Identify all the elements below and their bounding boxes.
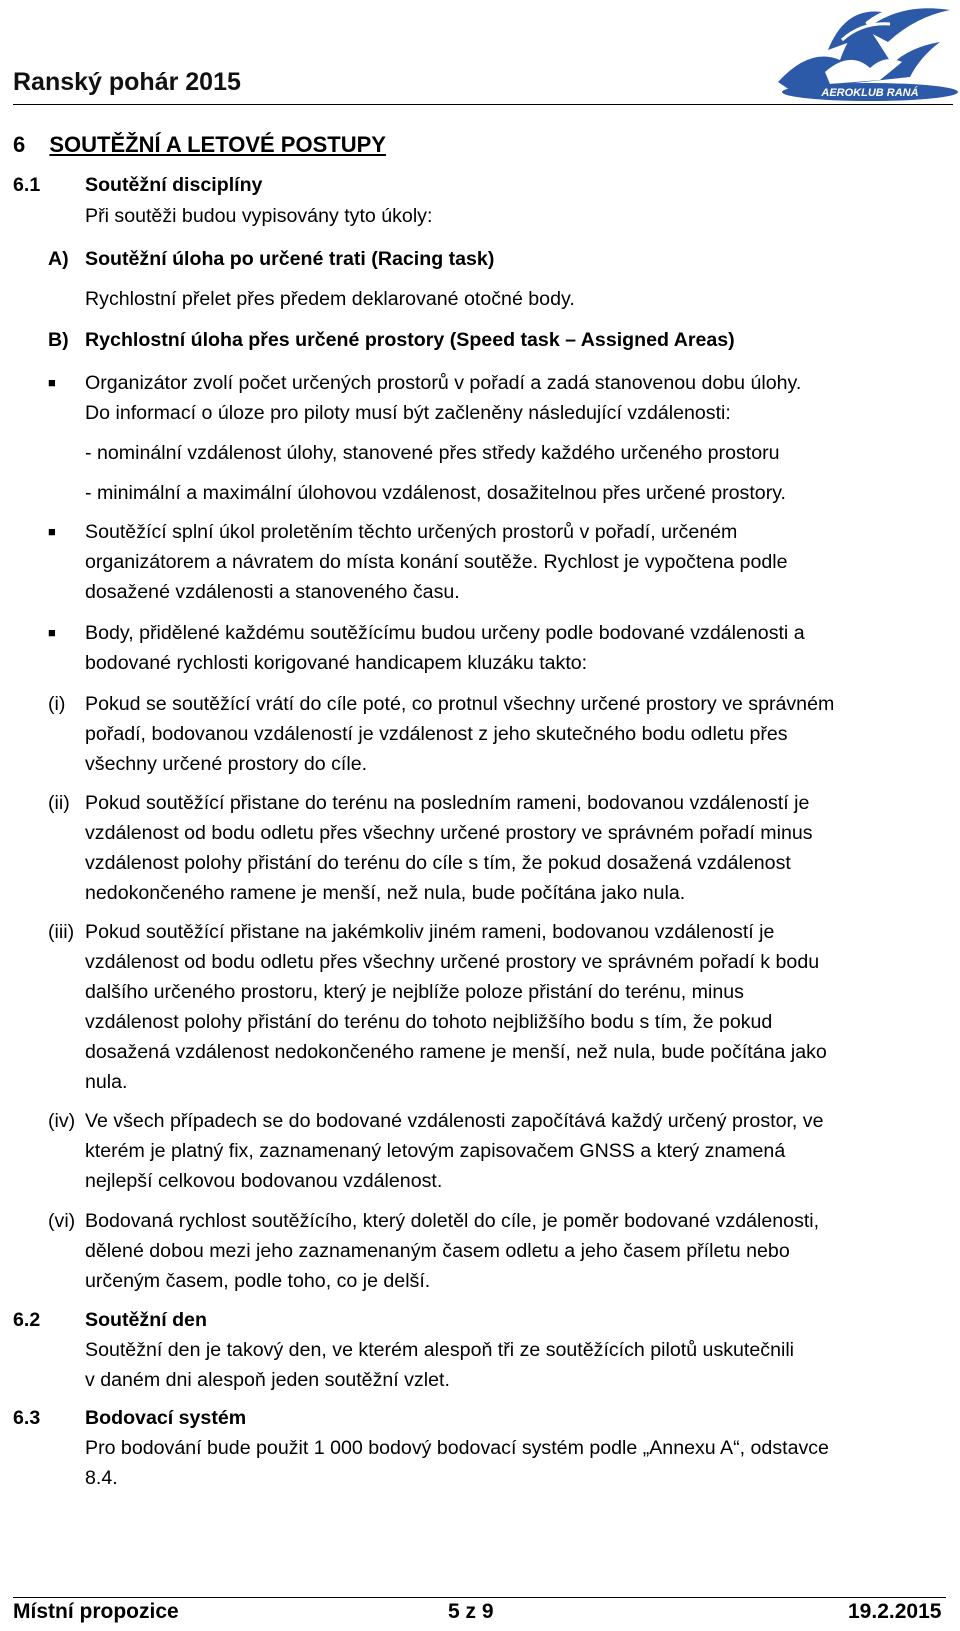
subsection-6-2-title: Soutěžní den — [85, 1309, 207, 1331]
item-iii-line: nula. — [85, 1071, 128, 1093]
s63-line-1: Pro bodování bude použit 1 000 bodový bodovací systém podle „Annexu A“, odstavce — [85, 1437, 829, 1459]
square-bullet-icon: ■ — [48, 524, 56, 539]
item-vi-line: Bodovaná rychlost soutěžícího, který doletěl do cíle, je poměr bodované vzdálenosti, — [85, 1210, 820, 1232]
subsection-6-2-number: 6.2 — [13, 1309, 41, 1331]
item-i-label: (i) — [48, 693, 66, 715]
bullet-2-line-2: organizátorem a návratem do místa konání soutěže. Rychlost je vypočtena podle — [85, 551, 788, 573]
bullet-3-line-1: Body, přidělené každému soutěžícímu budou určeny podle bodované vzdálenosti a — [85, 622, 805, 644]
bullet-2-line-3: dosažené vzdálenosti a stanoveného času. — [85, 581, 460, 603]
aeroklub-logo — [770, 2, 960, 102]
item-i-line: všechny určené prostory do cíle. — [85, 753, 368, 775]
item-vi-line: dělené dobou mezi jeho zaznamenaným časem odletu a jeho časem příletu nebo — [85, 1240, 790, 1262]
item-iii-line: dalšího určeného prostoru, který je nejblíže poloze přistání do terénu, minus — [85, 981, 744, 1003]
item-iii-line: vzdálenost od bodu odletu přes všechny určené prostory ve správném pořadí k bodu — [85, 951, 820, 973]
section-title: SOUTĚŽNÍ A LETOVÉ POSTUPY — [49, 132, 386, 157]
subsection-6-3-title: Bodovací systém — [85, 1407, 247, 1429]
item-vi-label: (vi) — [48, 1210, 76, 1232]
footer-date: 19.2.2015 — [848, 1600, 942, 1623]
s62-line-1: Soutěžní den je takový den, ve kterém alespoň tři ze soutěžících pilotů uskutečnili — [85, 1339, 795, 1361]
item-ii-line: nedokončeného ramene je menší, než nula, bude počítána jako nula. — [85, 882, 686, 904]
bullet-3-line-2: bodované rychlosti korigované handicapem kluzáku takto: — [85, 652, 588, 674]
item-ii-line: Pokud soutěžící přistane do terénu na posledním rameni, bodovanou vzdáleností je — [85, 792, 810, 814]
svg-text:AEROKLUB RANÁ: AEROKLUB RANÁ — [821, 87, 919, 99]
intro-text: Při soutěži budou vypisovány tyto úkoly: — [85, 205, 433, 227]
task-a-title: Soutěžní úloha po určené trati (Racing task) — [85, 248, 495, 270]
item-iv-line: Ve všech případech se do bodované vzdálenosti započítává každý určený prostor, ve — [85, 1110, 824, 1132]
s62-line-2: v daném dni alespoň jeden soutěžní vzlet. — [85, 1369, 450, 1391]
item-iii-line: vzdálenost polohy přistání do terénu do tohoto nejbližšího bodu s tím, že pokud — [85, 1011, 773, 1033]
item-iii-line: dosažená vzdálenost nedokončeného ramene je menší, než nula, bude počítána jako — [85, 1041, 827, 1063]
bullet-2-line-1: Soutěžící splní úkol proletěním těchto určených prostorů v pořadí, určeném — [85, 521, 738, 543]
subsection-6-3-number: 6.3 — [13, 1407, 41, 1429]
square-bullet-icon: ■ — [48, 375, 56, 390]
bullet-1-line-2: Do informací o úloze pro piloty musí být začleněny následující vzdálenosti: — [85, 402, 731, 424]
s63-line-2: 8.4. — [85, 1467, 118, 1489]
item-ii-label: (ii) — [48, 792, 70, 814]
footer-divider — [13, 1597, 946, 1598]
task-a-label: A) — [48, 248, 69, 270]
dash-item-2: - minimální a maximální úlohovou vzdálenost, dosažitelnou přes určené prostory. — [85, 482, 787, 504]
item-vi-line: určeným časem, podle toho, co je delší. — [85, 1270, 431, 1292]
item-iv-line: kterém je platný fix, zaznamenaný letovým zapisovačem GNSS a který znamená — [85, 1140, 786, 1162]
section-number: 6 — [13, 132, 26, 157]
header-divider — [13, 104, 953, 105]
section-heading — [13, 132, 386, 158]
item-iii-line: Pokud soutěžící přistane na jakémkoliv jiném rameni, bodovanou vzdáleností je — [85, 921, 775, 943]
item-i-line: pořadí, bodovanou vzdáleností je vzdálenost z jeho skutečného bodu odletu přes — [85, 723, 788, 745]
subsection-6-1-number: 6.1 — [13, 174, 41, 196]
document-header-title: Ranský pohár 2015 — [13, 68, 241, 96]
item-ii-line: vzdálenost od bodu odletu přes všechny určené prostory ve správném pořadí minus — [85, 822, 813, 844]
item-iii-label: (iii) — [48, 921, 75, 943]
footer-page-number: 5 z 9 — [448, 1600, 494, 1623]
bullet-1-line-1: Organizátor zvolí počet určených prostorů v pořadí a zadá stanovenou dobu úlohy. — [85, 372, 802, 394]
item-iv-line: nejlepší celkovou bodovanou vzdálenost. — [85, 1170, 443, 1192]
task-b-title: Rychlostní úloha přes určené prostory (Speed task – Assigned Areas) — [85, 329, 735, 351]
item-ii-line: vzdálenost polohy přistání do terénu do cíle s tím, že pokud dosažená vzdálenost — [85, 852, 791, 874]
item-iv-label: (iv) — [48, 1110, 76, 1132]
task-b-label: B) — [48, 329, 69, 351]
task-a-text: Rychlostní přelet přes předem deklarované otočné body. — [85, 288, 575, 310]
dash-item-1: - nominální vzdálenost úlohy, stanovené přes středy každého určeného prostoru — [85, 442, 780, 464]
item-i-line: Pokud se soutěžící vrátí do cíle poté, co protnul všechny určené prostory ve správném — [85, 693, 835, 715]
footer-document-name: Místní propozice — [13, 1600, 179, 1623]
square-bullet-icon: ■ — [48, 625, 56, 640]
subsection-6-1-title: Soutěžní disciplíny — [85, 174, 263, 196]
